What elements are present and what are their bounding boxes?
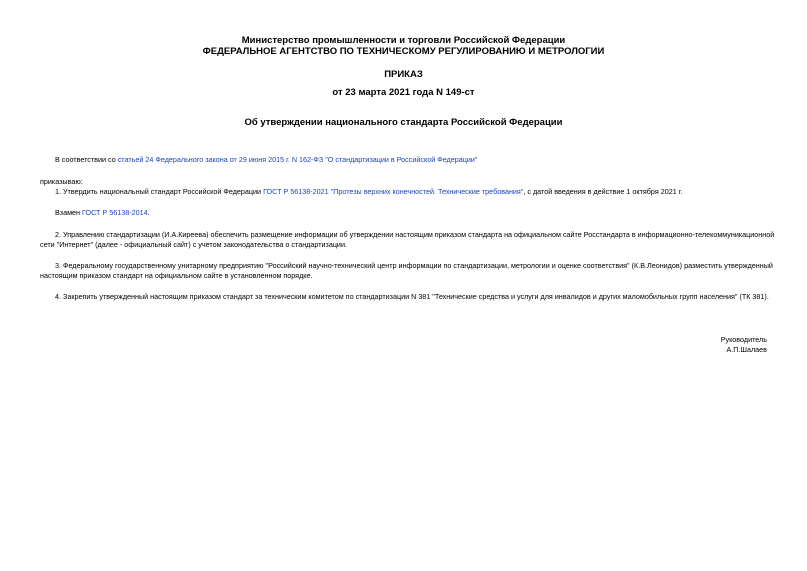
gost-2021-link[interactable]: ГОСТ Р 56138-2021 "Протезы верхних конечностей. Технические требования" (263, 187, 524, 196)
order-word: приказываю: (40, 177, 83, 186)
replace-suffix: . (147, 208, 150, 217)
agency-heading: ФЕДЕРАЛЬНОЕ АГЕНТСТВО ПО ТЕХНИЧЕСКОМУ РЕГУЛИРОВАНИЮ И МЕТРОЛОГИИ (202, 46, 605, 57)
document-title: Об утверждении национального стандарта Российской Федерации (244, 117, 563, 128)
item-4-paragraph: 4. Закрепить утвержденный настоящим приказом стандарт за техническим комитетом по стандартизации N 381 "Технические средства и услуги для инвалидов и других маломобильных групп населения" (ТК 381). (55, 292, 769, 301)
replace-paragraph (55, 207, 150, 218)
doc-type-heading: ПРИКАЗ (384, 69, 423, 80)
preamble-prefix: В соответствии со (55, 155, 118, 164)
item-3-line-2: настоящим приказом стандарт на официальном сайте в установленном порядке. (40, 271, 313, 280)
item-2-line-1: 2. Управлению стандартизации (И.А.Киреева) обеспечить размещение информации об утверждении настоящим приказом стандарта на официальном сайте Росстандарта в информационно-телекоммуникационной (55, 230, 775, 239)
item-1-prefix: 1. Утвердить национальный стандарт Российской Федерации (55, 187, 264, 196)
gost-2014-link[interactable]: ГОСТ Р 56138-2014 (82, 208, 148, 217)
signature-name: А.П.Шалаев (726, 345, 767, 354)
item-1-paragraph (55, 186, 682, 197)
replace-prefix: Взамен (55, 208, 82, 217)
signature-position: Руководитель (720, 335, 767, 344)
date-number-heading: от 23 марта 2021 года N 149-ст (332, 87, 475, 98)
item-1-suffix: , с датой введения в действие 1 октября 2021 г. (523, 187, 683, 196)
ministry-heading: Министерство промышленности и торговли Российской Федерации (241, 35, 566, 46)
item-2-line-2: сети "Интернет" (далее - официальный сайт) с учетом законодательства о стандартизации. (40, 240, 347, 249)
item-3-line-1: 3. Федеральному государственному унитарному предприятию "Российский научно-технический центр информации по стандартизации, метрологии и оценке соответствия" (К.В.Леонидов) разместить утвержденный (55, 261, 773, 270)
preamble-paragraph (55, 154, 477, 165)
law-article-link[interactable]: статьей 24 Федерального закона от 29 июня 2015 г. N 162-ФЗ "О стандартизации в Российской Федерации" (117, 155, 478, 164)
